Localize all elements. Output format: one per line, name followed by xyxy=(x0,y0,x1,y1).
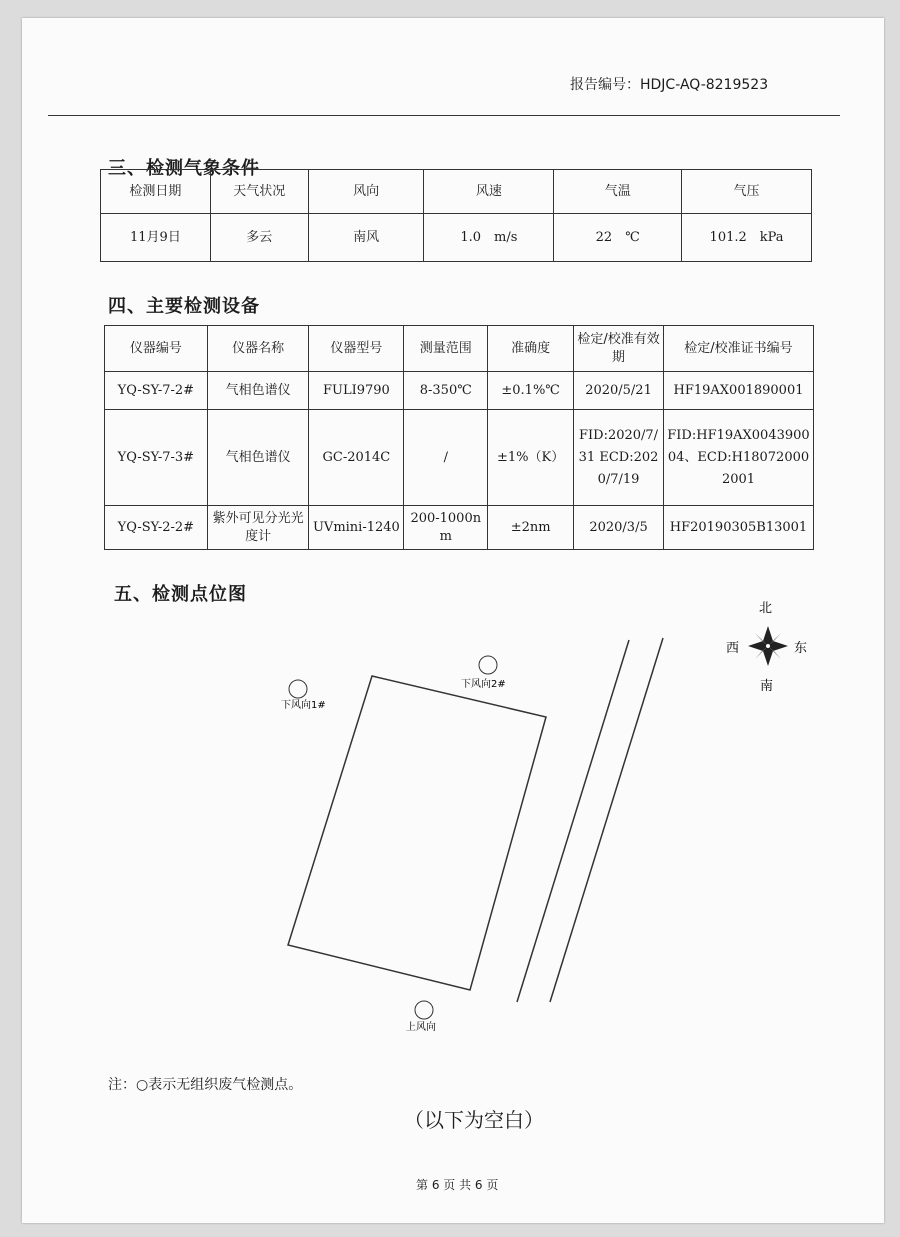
cell-instrument-id: YQ-SY-7-2# xyxy=(105,372,208,410)
cell-certificate: HF19AX001890001 xyxy=(663,372,813,410)
point-label: 下风向2# xyxy=(461,679,506,690)
road-line-east xyxy=(550,638,663,1002)
cell-validity: 2020/3/5 xyxy=(574,506,664,550)
col-temp: 气温 xyxy=(554,170,682,214)
section5-title: 五、检测点位图 xyxy=(114,584,247,605)
cell-instrument-name: 紫外可见分光光度计 xyxy=(207,506,309,550)
section4-title: 四、主要检测设备 xyxy=(108,296,260,317)
col-certificate: 检定/校准证书编号 xyxy=(663,326,813,372)
point-label: 下风向1# xyxy=(281,700,326,711)
cell-range: / xyxy=(404,410,488,506)
col-model: 仪器型号 xyxy=(309,326,404,372)
road-line-west xyxy=(517,640,629,1002)
cell-pressure: 101.2 kPa xyxy=(682,214,812,262)
cell-range: 8-350℃ xyxy=(404,372,488,410)
cell-certificate: FID:HF19AX004390004、ECD:H180720002001 xyxy=(663,410,813,506)
cell-accuracy: ±0.1%℃ xyxy=(488,372,574,410)
cell-validity: FID:2020/7/31 ECD:2020/7/19 xyxy=(574,410,664,506)
cell-wind-speed: 1.0 m/s xyxy=(424,214,554,262)
col-date: 检测日期 xyxy=(101,170,211,214)
monitoring-point-upwind xyxy=(406,1001,436,1033)
end-of-content-text: （以下为空白） xyxy=(404,1108,544,1132)
col-instrument-id: 仪器编号 xyxy=(105,326,208,372)
col-wind-speed: 风速 xyxy=(424,170,554,214)
cell-weather: 多云 xyxy=(210,214,308,262)
cell-temp: 22 ℃ xyxy=(554,214,682,262)
point-marker-icon xyxy=(289,680,307,698)
compass-south-label: 南 xyxy=(760,679,774,694)
cell-accuracy: ±2nm xyxy=(488,506,574,550)
cell-certificate: HF20190305B13001 xyxy=(663,506,813,550)
cell-instrument-id: YQ-SY-7-3# xyxy=(105,410,208,506)
site-boundary xyxy=(288,676,546,990)
col-instrument-name: 仪器名称 xyxy=(207,326,309,372)
monitoring-point-downwind-1 xyxy=(281,680,326,711)
cell-accuracy: ±1%（K） xyxy=(488,410,574,506)
col-wind-dir: 风向 xyxy=(308,170,424,214)
col-accuracy: 准确度 xyxy=(488,326,574,372)
compass-rose xyxy=(726,601,807,694)
cell-instrument-name: 气相色谱仪 xyxy=(207,410,309,506)
point-marker-icon xyxy=(415,1001,433,1019)
legend-note: 注：○表示无组织废气检测点。 xyxy=(108,1077,303,1093)
page-number: 第 6 页 共 6 页 xyxy=(416,1178,499,1192)
section3-title: 三、检测气象条件 xyxy=(108,158,260,179)
cell-validity: 2020/5/21 xyxy=(574,372,664,410)
cell-instrument-id: YQ-SY-2-2# xyxy=(105,506,208,550)
compass-east-label: 东 xyxy=(794,641,808,656)
col-validity: 检定/校准有效期 xyxy=(574,326,664,372)
col-weather: 天气状况 xyxy=(210,170,308,214)
monitoring-point-downwind-2 xyxy=(461,656,506,690)
col-range: 测量范围 xyxy=(404,326,488,372)
point-label: 上风向 xyxy=(406,1022,436,1033)
compass-west-label: 西 xyxy=(726,641,740,656)
cell-model: FULI9790 xyxy=(309,372,404,410)
compass-center xyxy=(766,644,771,649)
cell-range: 200-1000nm xyxy=(404,506,488,550)
point-marker-icon xyxy=(479,656,497,674)
cell-model: UVmini-1240 xyxy=(309,506,404,550)
cell-model: GC-2014C xyxy=(309,410,404,506)
col-pressure: 气压 xyxy=(682,170,812,214)
cell-date: 11月9日 xyxy=(101,214,211,262)
cell-wind-dir: 南风 xyxy=(308,214,424,262)
cell-instrument-name: 气相色谱仪 xyxy=(207,372,309,410)
report-number: 报告编号：HDJC-AQ-8219523 xyxy=(570,77,769,93)
compass-north-label: 北 xyxy=(759,601,773,616)
